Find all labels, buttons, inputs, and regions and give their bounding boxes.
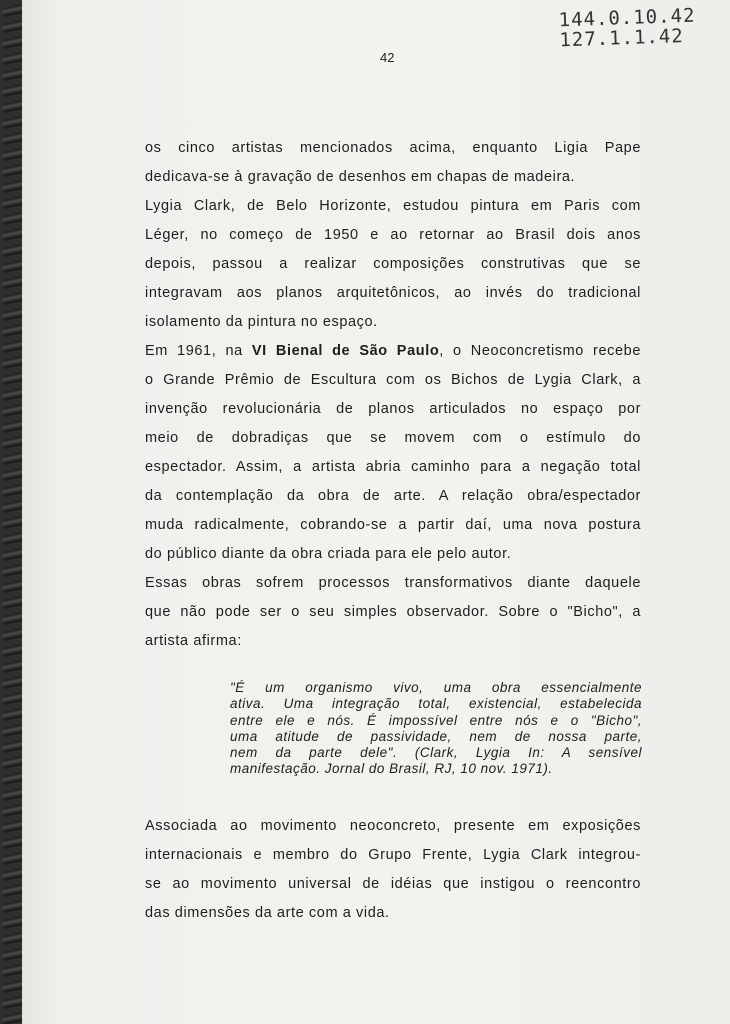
text-line: Essas obras sofrem processos transformativos diante daquele <box>145 575 641 591</box>
text-line: que não pode ser o seu simples observador. Sobre o "Bicho", a <box>145 604 641 620</box>
text-line: artista afirma: <box>145 633 242 649</box>
text-line: dedicava-se à gravação de desenhos em chapas de madeira. <box>145 169 576 185</box>
text-line: integravam aos planos arquitetônicos, ao invés do tradicional <box>145 285 641 301</box>
bold-event-name: VI Bienal de São Paulo <box>251 343 440 359</box>
block-quote <box>230 680 642 778</box>
text-line: os cinco artistas mencionados acima, enquanto Ligia Pape <box>145 140 641 156</box>
text-line: internacionais e membro do Grupo Frente, Lygia Clark integrou- <box>145 847 641 863</box>
quote-line: manifestação. Jornal do Brasil, RJ, 10 nov. 1971). <box>230 761 553 777</box>
text-line: das dimensões da arte com a vida. <box>145 905 390 921</box>
text-line: depois, passou a realizar composições construtivas que se <box>145 256 641 272</box>
quote-line: entre ele e nós. É impossível entre nós e o "Bicho", <box>230 712 642 728</box>
text-line: espectador. Assim, a artista abria caminho para a negação total <box>145 459 641 475</box>
text-line: isolamento da pintura no espaço. <box>145 314 378 330</box>
handwritten-line-2: 127.1.1.42 <box>559 25 685 52</box>
text-line: meio de dobradiças que se movem com o estímulo do <box>145 430 641 446</box>
text-line: invenção revolucionária de planos articulados no espaço por <box>145 401 641 417</box>
text-line: da contemplação da obra de arte. A relação obra/espectador <box>145 488 641 504</box>
paragraph-1 <box>145 134 641 656</box>
handwritten-line-1: 144.0.10.42 <box>558 4 696 32</box>
text-span: Em 1961, na <box>145 343 252 359</box>
quote-line: "É um organismo vivo, uma obra essencialmente <box>230 680 642 695</box>
quote-line: nem da parte dele". (Clark, Lygia In: A sensível <box>230 745 642 761</box>
text-line: Léger, no começo de 1950 e ao retornar ao Brasil dois anos <box>145 227 641 243</box>
paragraph-5 <box>145 812 641 928</box>
text-line <box>145 337 641 366</box>
text-line: Associada ao movimento neoconcreto, presente em exposições <box>145 818 641 834</box>
text-line: se ao movimento universal de idéias que instigou o reencontro <box>145 876 641 892</box>
text-line: muda radicalmente, cobrando-se a partir daí, uma nova postura <box>145 517 641 533</box>
quote-line: ativa. Uma integração total, existencial, estabelecida <box>230 696 642 712</box>
quote-line: uma atitude de passividade, nem de nossa parte, <box>230 728 642 744</box>
text-line: do público diante da obra criada para ele pelo autor. <box>145 546 512 562</box>
page-number: 42 <box>380 50 395 65</box>
text-line: Lygia Clark, de Belo Horizonte, estudou pintura em Paris com <box>145 198 641 214</box>
handwritten-note <box>558 6 696 51</box>
text-line: o Grande Prêmio de Escultura com os Bichos de Lygia Clark, a <box>145 372 641 388</box>
text-span: , o Neoconcretismo recebe <box>439 343 641 359</box>
